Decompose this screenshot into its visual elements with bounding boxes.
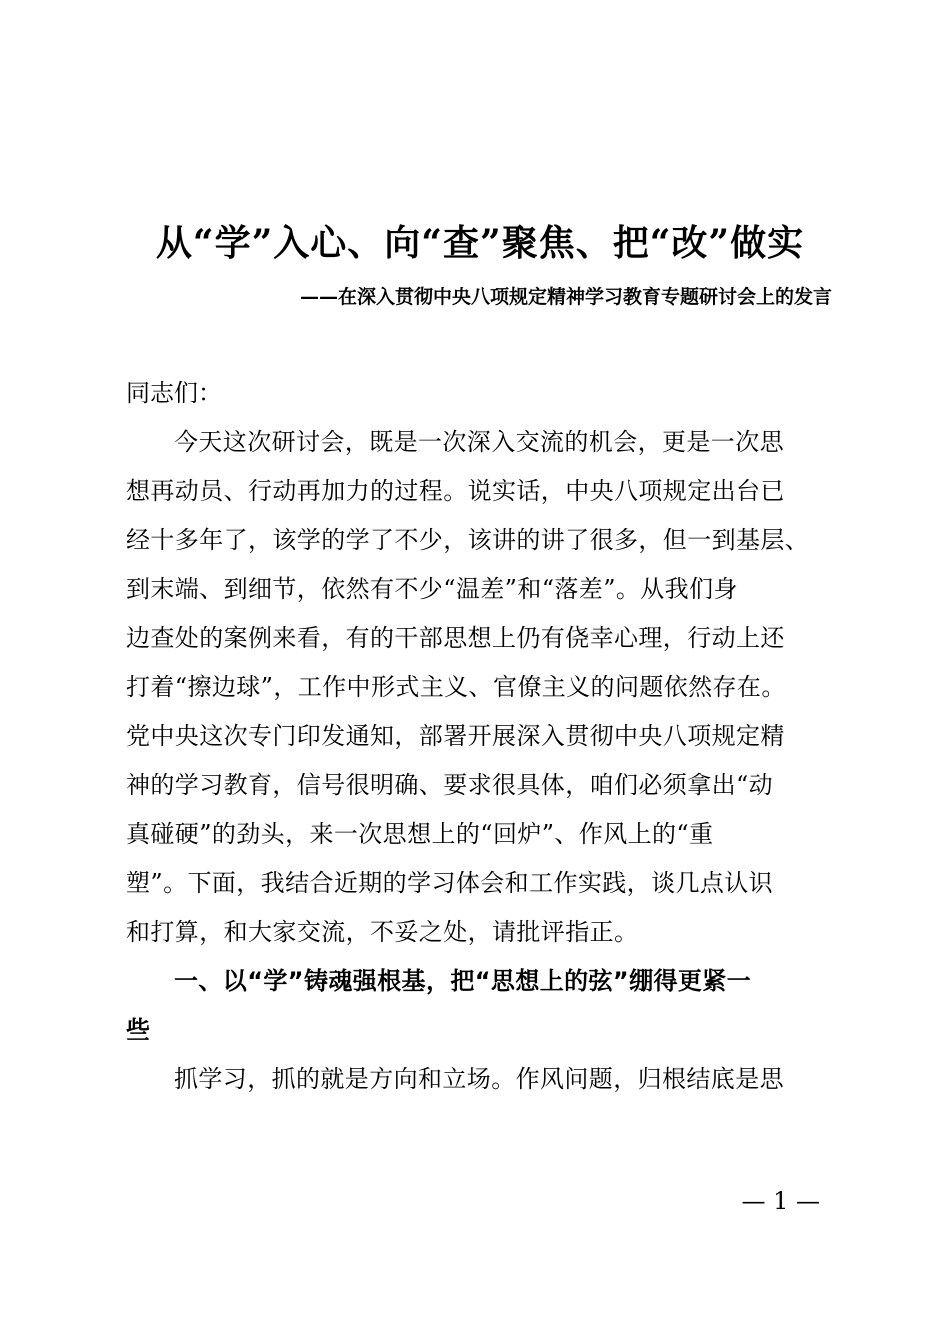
document-subtitle: ——在深入贯彻中央八项规定精神学习教育专题研讨会上的发言	[299, 286, 832, 308]
paragraph-line: 到末端、到细节，依然有不少“温差”和“落差”。从我们身	[126, 575, 738, 603]
paragraph-line: 边查处的案例来看，有的干部思想上仍有侥幸心理，行动上还	[126, 624, 785, 652]
paragraph-line: 神的学习教育，信号很明确、要求很具体，咱们必须拿出“动	[126, 771, 774, 799]
section-heading-line: 些	[126, 1016, 151, 1044]
paragraph-line: 打着“擦边球”，工作中形式主义、官僚主义的问题依然存在。	[126, 673, 786, 701]
paragraph-line: 抓学习，抓的就是方向和立场。作风问题，归根结底是思	[174, 1065, 784, 1093]
paragraph-line: 党中央这次专门印发通知，部署开展深入贯彻中央八项规定精	[126, 722, 785, 750]
paragraph-line: 经十多年了，该学的学了不少，该讲的讲了很多，但一到基层、	[126, 526, 810, 554]
paragraph-line: 塑”。下面，我结合近期的学习体会和工作实践，谈几点认识	[126, 869, 774, 897]
salutation: 同志们：	[126, 379, 222, 407]
page-number: — 1 —	[741, 1187, 820, 1215]
paragraph-line: 真碰硬”的劲头，来一次思想上的“回炉”、作风上的“重	[126, 820, 714, 848]
paragraph-line: 想再动员、行动再加力的过程。说实话，中央八项规定出台已	[126, 477, 785, 505]
section-heading-line: 一、以“学”铸魂强根基，把“思想上的弦”绷得更紧一	[174, 967, 752, 995]
document-title: 从“学”入心、向“查”聚焦、把“改”做实	[155, 222, 805, 264]
paragraph-line: 今天这次研讨会，既是一次深入交流的机会，更是一次思	[174, 428, 784, 456]
body-text	[126, 418, 826, 1104]
paragraph-line: 和打算，和大家交流，不妥之处，请批评指正。	[126, 918, 639, 946]
